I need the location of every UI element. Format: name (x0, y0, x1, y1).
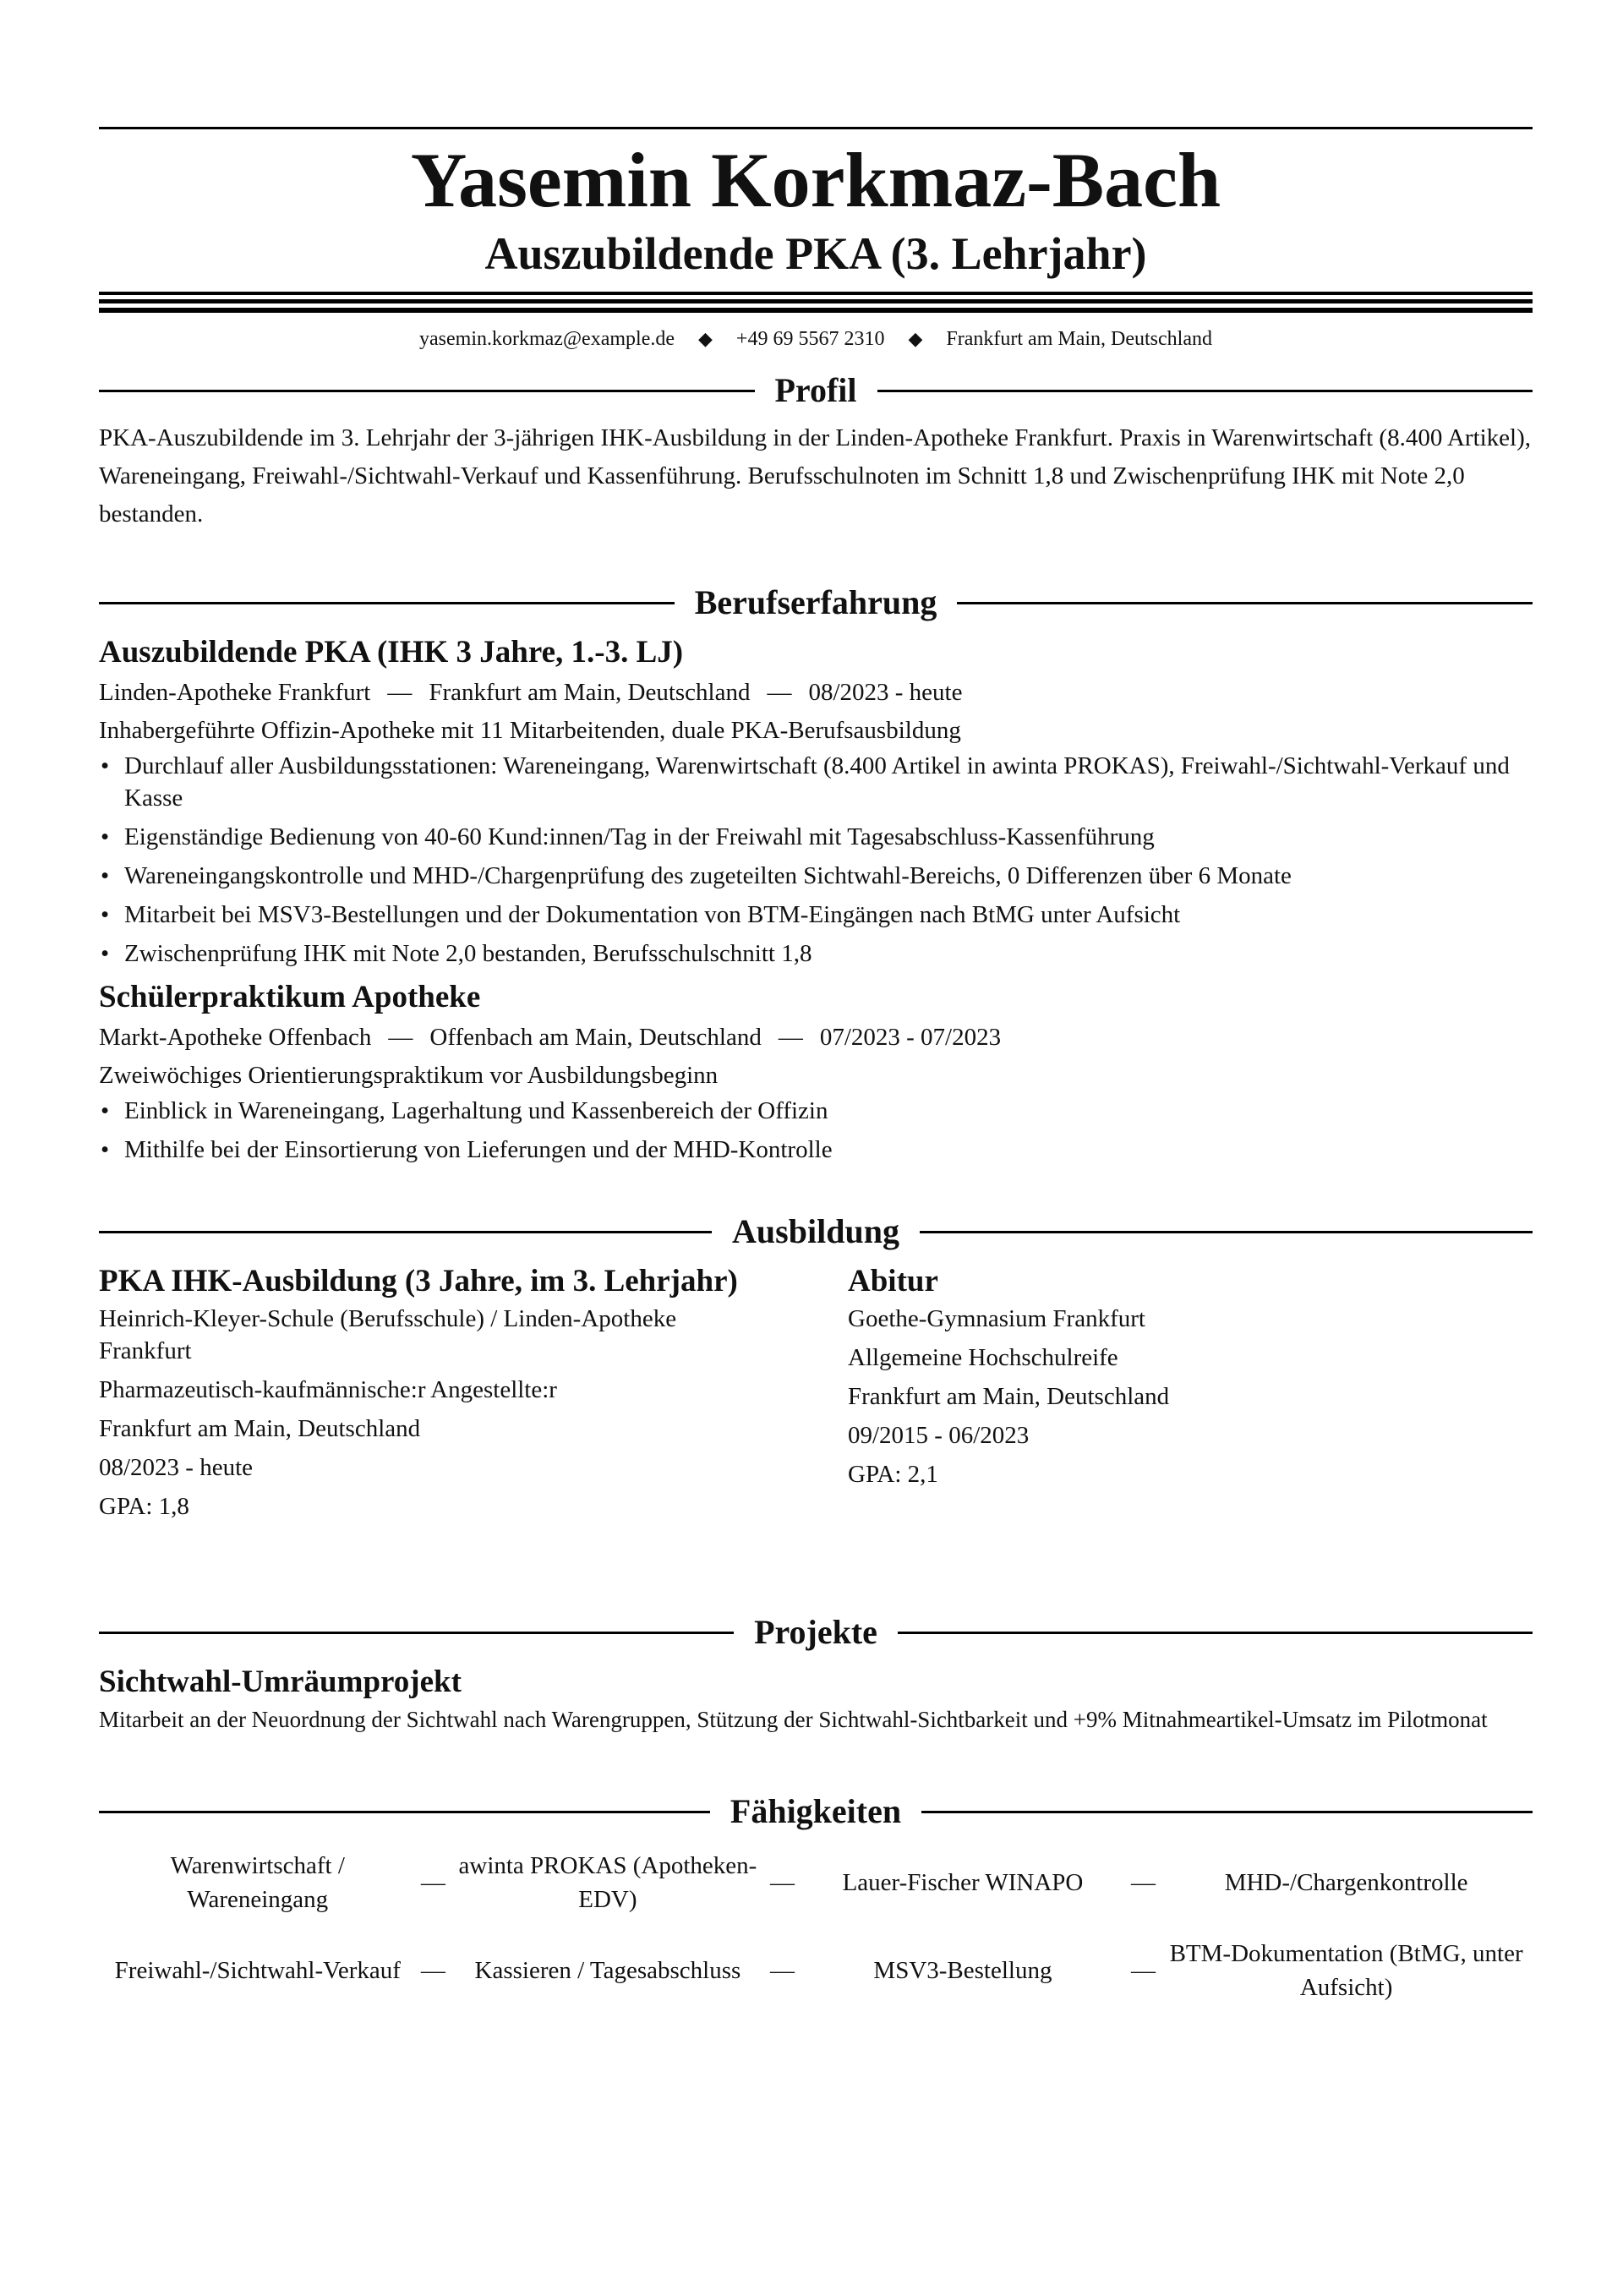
bullet-icon: • (101, 940, 110, 967)
resume-page (99, 127, 1533, 2025)
job-company: Linden-Apotheke Frankfurt (99, 679, 371, 706)
bullet-item: • Wareneingangskontrolle und MHD-/Chargenprüfung des zugeteilten Sichtwahl-Bereichs, 0 Differenzen über 6 Monate (99, 860, 1533, 892)
profile-summary: PKA-Auszubildende im 3. Lehrjahr der 3-jährigen IHK-Ausbildung in der Linden-Apotheke Frankfurt. Praxis in Warenwirtschaft (8.400 Artikel), Wareneingang, Freiwahl-/Sichtwahl-Verkauf und Kassenführung. Berufsschulnoten im Schnitt 1,8 und Zwischenprüfung IHK mit Note 2,0 bestanden. (99, 424, 1532, 528)
skill-item: MSV3-Bestellung (873, 1957, 1052, 1984)
dash-separator: — (778, 1024, 803, 1051)
education-location: Frankfurt am Main, Deutschland (848, 1383, 1170, 1410)
section-header-education (99, 1210, 1533, 1254)
job-meta (99, 674, 1533, 711)
bullet-icon: • (101, 1097, 110, 1124)
header-top-rule (99, 127, 1533, 129)
bullet-icon: • (101, 752, 110, 779)
skill-item: Freiwahl-/Sichtwahl-Verkauf (114, 1957, 401, 1984)
education-entry (848, 1260, 1533, 1529)
dash-separator: — (420, 1868, 445, 1896)
job-bullets (99, 750, 1533, 970)
education-gpa: GPA: 2,1 (848, 1461, 938, 1488)
education-degree: Pharmazeutisch-kaufmännische:r Angestellte:r (99, 1376, 557, 1403)
diamond-separator-icon: ◆ (698, 328, 713, 349)
contact-location: Frankfurt am Main, Deutschland (946, 328, 1212, 350)
section-rule-right (920, 1231, 1533, 1233)
job-description: Inhabergeführte Offizin-Apotheke mit 11 Mitarbeitenden, duale PKA-Berufsausbildung (99, 717, 961, 744)
dash-separator: — (388, 1024, 413, 1051)
section-title: Profil (774, 371, 857, 409)
education-institution: Heinrich-Kleyer-Schule (Berufsschule) / Linden-Apotheke Frankfurt (99, 1305, 677, 1364)
section-rule-left (99, 602, 675, 604)
project-title: Sichtwahl-Umräumprojekt (99, 1665, 462, 1699)
education-title: PKA IHK-Ausbildung (3 Jahre, im 3. Lehrjahr) (99, 1264, 738, 1298)
job-location: Frankfurt am Main, Deutschland (429, 679, 751, 706)
section-header-skills (99, 1790, 1533, 1834)
job-dates: 08/2023 - heute (808, 679, 963, 706)
section-rule-left (99, 390, 755, 392)
section-rule-left (99, 1632, 734, 1634)
job-title: Auszubildende PKA (IHK 3 Jahre, 1.-3. LJ) (99, 635, 684, 670)
section-header-experience (99, 581, 1533, 625)
section-title: Fähigkeiten (730, 1792, 902, 1830)
contact-line (99, 325, 1533, 353)
section-rule-left (99, 1811, 710, 1813)
education-degree: Allgemeine Hochschulreife (848, 1344, 1118, 1371)
candidate-headline: Auszubildende PKA (3. Lehrjahr) (484, 228, 1147, 279)
dash-separator: — (1130, 1868, 1156, 1896)
dash-separator: — (1130, 1956, 1156, 1984)
skill-item: Lauer-Fischer WINAPO (842, 1869, 1084, 1896)
dash-separator: — (769, 1956, 795, 1984)
skill-item: Warenwirtschaft / Wareneingang (170, 1852, 345, 1913)
bullet-icon: • (101, 862, 110, 889)
education-location: Frankfurt am Main, Deutschland (99, 1415, 421, 1442)
diamond-separator-icon: ◆ (908, 328, 923, 349)
section-title: Berufserfahrung (694, 583, 937, 621)
section-rule-right (921, 1811, 1533, 1813)
project-description: Mitarbeit an der Neuordnung der Sichtwahl nach Warengruppen, Stützung der Sichtwahl-Sichtbarkeit und +9% Mitnahmeartikel-Umsatz im Pilotmonat (99, 1707, 1488, 1732)
bullet-item: • Mitarbeit bei MSV3-Bestellungen und der Dokumentation von BTM-Eingängen nach BtMG unter Aufsicht (99, 899, 1533, 931)
experience-entry (99, 976, 1533, 1166)
skills-row (99, 1937, 1533, 2004)
bullet-item: • Durchlauf aller Ausbildungsstationen: Wareneingang, Warenwirtschaft (8.400 Artikel in awinta PROKAS), Freiwahl-/Sichtwahl-Verkauf und Kasse (99, 750, 1533, 814)
education-dates: 09/2015 - 06/2023 (848, 1422, 1030, 1449)
job-meta (99, 1019, 1533, 1056)
education-institution: Goethe-Gymnasium Frankfurt (848, 1305, 1145, 1332)
experience-entry (99, 631, 1533, 970)
bullet-item: • Zwischenprüfung IHK mit Note 2,0 bestanden, Berufsschulschnitt 1,8 (99, 938, 1533, 970)
candidate-name: Yasemin Korkmaz-Bach (410, 137, 1221, 223)
dash-separator: — (420, 1956, 445, 1984)
job-bullets (99, 1095, 1533, 1166)
dash-separator: — (767, 679, 792, 706)
section-rule-right (898, 1632, 1533, 1634)
job-company: Markt-Apotheke Offenbach (99, 1024, 372, 1051)
section-rule-right (957, 602, 1533, 604)
bullet-icon: • (101, 1136, 110, 1163)
section-header-projects (99, 1610, 1533, 1654)
skills-row (99, 1849, 1533, 1916)
bullet-item: • Einblick in Wareneingang, Lagerhaltung und Kassenbereich der Offizin (99, 1095, 1533, 1127)
bullet-icon: • (101, 901, 110, 928)
job-location: Offenbach am Main, Deutschland (429, 1024, 762, 1051)
job-dates: 07/2023 - 07/2023 (819, 1024, 1002, 1051)
dash-separator: — (387, 679, 413, 706)
education-dates: 08/2023 - heute (99, 1454, 254, 1481)
email-link[interactable]: yasemin.korkmaz@example.de (419, 328, 675, 350)
bullet-item: • Mithilfe bei der Einsortierung von Lieferungen und der MHD-Kontrolle (99, 1134, 1533, 1166)
section-rule-left (99, 1231, 712, 1233)
phone-number: +49 69 5567 2310 (735, 328, 885, 350)
education-gpa: GPA: 1,8 (99, 1493, 189, 1520)
bullet-icon: • (101, 823, 110, 850)
dash-separator: — (769, 1868, 795, 1896)
job-title: Schülerpraktikum Apotheke (99, 980, 481, 1014)
section-rule-right (877, 390, 1533, 392)
education-grid (99, 1260, 1533, 1529)
section-title: Projekte (754, 1613, 877, 1651)
skill-item: awinta PROKAS (Apotheken-EDV) (458, 1852, 757, 1913)
education-title: Abitur (848, 1264, 938, 1298)
skill-item: Kassieren / Tagesabschluss (474, 1957, 741, 1984)
skill-item: BTM-Dokumentation (BtMG, unter Aufsicht) (1169, 1940, 1523, 2001)
bullet-item: • Eigenständige Bedienung von 40-60 Kund:innen/Tag in der Freiwahl mit Tagesabschluss-Kassenführung (99, 821, 1533, 853)
project-entry (99, 1661, 1533, 1736)
section-header-profile (99, 369, 1533, 413)
skill-item: MHD-/Chargenkontrolle (1224, 1869, 1468, 1896)
header-triple-rule (99, 292, 1533, 313)
job-description: Zweiwöchiges Orientierungspraktikum vor Ausbildungsbeginn (99, 1062, 719, 1089)
section-title: Ausbildung (732, 1212, 899, 1250)
education-entry (99, 1260, 848, 1529)
skills-grid (99, 1849, 1533, 2004)
